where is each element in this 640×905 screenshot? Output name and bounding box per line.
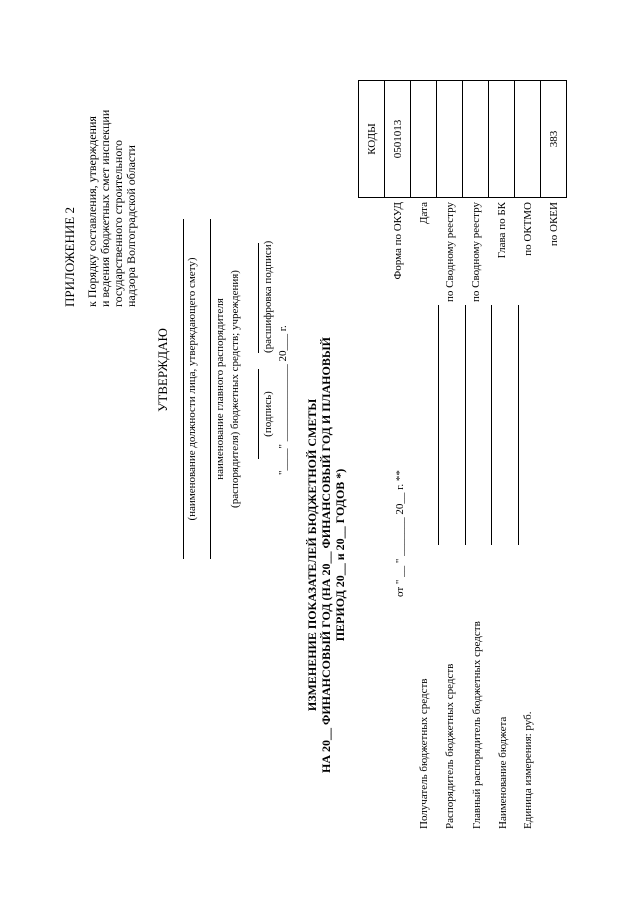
codes-label-registry-1: по Сводному реестру	[443, 202, 456, 302]
table-row	[385, 81, 411, 306]
codes-label-okud: Форма по ОКУД	[391, 202, 404, 280]
decoding-line	[258, 243, 259, 353]
document-title-line-1: ИЗМЕНЕНИЕ ПОКАЗАТЕЛЕЙ БЮДЖЕТНОЙ СМЕТЫ	[305, 398, 319, 712]
position-line	[183, 219, 184, 559]
table-row	[489, 81, 515, 306]
codes-value-registry-1	[437, 81, 463, 198]
position-caption: (наименование должности лица, утверждающего смету)	[186, 257, 198, 521]
codes-table	[358, 80, 567, 306]
codes-value-registry-2	[463, 81, 489, 198]
codes-value-bk	[489, 81, 515, 198]
chief-manager-label: Главный распорядитель бюджетных средств	[471, 621, 483, 829]
document-title-line-2: НА 20__ ФИНАНСОВЫЙ ГОД (НА 20__ ФИНАНСОВЫЙ ГОД И ПЛАНОВЫЙ	[319, 337, 333, 773]
codes-value-okei: 383	[541, 81, 567, 198]
appendix-line-3: государственного строительного	[111, 140, 125, 307]
manager-label: Распорядитель бюджетных средств	[444, 663, 456, 829]
codes-label-okei: по ОКЕИ	[547, 202, 560, 247]
codes-label-date: Дата	[417, 202, 430, 224]
recipient-line	[438, 305, 439, 545]
decoding-caption: (расшифровка подписи)	[262, 240, 274, 353]
document-title-line-3: ПЕРИОД 20__ и 20__ ГОДОВ *)	[333, 468, 347, 642]
budget-name-line	[518, 305, 519, 545]
codes-label-registry-2: по Сводному реестру	[469, 202, 482, 302]
table-row	[463, 81, 489, 306]
signature-caption: (подпись)	[262, 391, 274, 437]
organization-caption-1: наименование главного распорядителя	[214, 298, 226, 480]
codes-label-oktmo: по ОКТМО	[521, 202, 534, 256]
table-row	[437, 81, 463, 306]
recipient-label: Получатель бюджетных средств	[418, 678, 430, 829]
codes-value-date	[411, 81, 437, 198]
appendix-title: ПРИЛОЖЕНИЕ 2	[62, 207, 77, 307]
budget-name-label: Наименование бюджета	[497, 716, 509, 829]
codes-value-okud: 0501013	[385, 81, 411, 198]
document-date: от " __ " _______ 20__ г. **	[394, 470, 406, 597]
organization-caption-2: (распорядителя) бюджетных средств; учреждения)	[229, 270, 241, 508]
signature-line	[258, 369, 259, 459]
appendix-line-4: надзора Волгоградской области	[124, 145, 138, 307]
table-row	[541, 81, 567, 306]
codes-label-bk: Глава по БК	[495, 202, 508, 259]
codes-value-oktmo	[515, 81, 541, 198]
approval-heading: УТВЕРЖДАЮ	[155, 328, 170, 412]
manager-line	[465, 305, 466, 545]
table-row	[411, 81, 437, 306]
table-row	[515, 81, 541, 306]
unit-label: Единица измерения: руб.	[522, 711, 534, 829]
appendix-line-2: и ведения бюджетных смет инспекции	[98, 109, 112, 307]
chief-manager-line	[491, 305, 492, 545]
codes-header: КОДЫ	[359, 81, 385, 198]
organization-line	[210, 219, 211, 559]
appendix-line-1: к Порядку составления, утверждения	[85, 116, 99, 307]
approval-date: "____" ______________ 20___ г.	[277, 325, 289, 475]
